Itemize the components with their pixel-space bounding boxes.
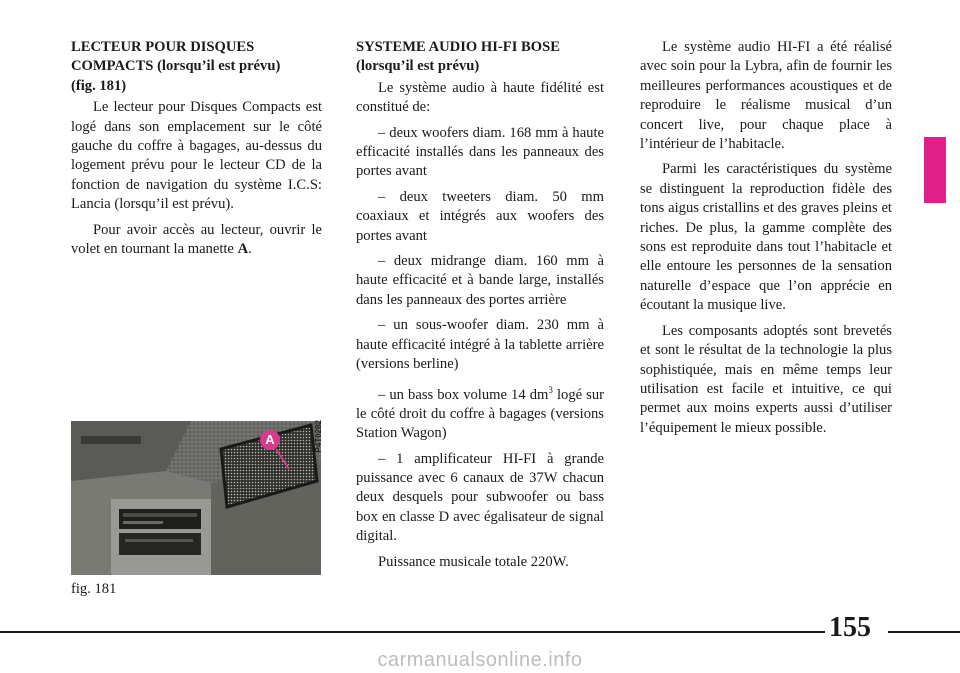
callout-leader-line <box>71 421 321 575</box>
watermark-text: carmanualsonline.info <box>377 649 583 671</box>
column-bose-audio <box>356 38 604 578</box>
bose-item-subwoofer: – un sous-woofer diam. 230 mm à haute efficacité intégré à la tablette arrière (versions berline) <box>356 317 604 373</box>
bose-item-woofers: – deux woofers diam. 168 mm à haute efficacité installés dans les panneaux des portes avant <box>356 124 604 180</box>
column-hifi-description <box>640 38 892 444</box>
hifi-paragraph-2: Parmi les caractéristiques du système se distinguent la reproduction fidèle des tons aigus cristallins et des graves pleins et riches. De plus, la gamme complète des sons est reproduite dans tout l’habitacle et elle entoure les personnes de la sensation naturelle d’espace que l’on apprécie en écoutant la musique live. <box>640 161 892 314</box>
footer-rule-left <box>0 631 825 633</box>
bose-item-amplifier: – 1 amplificateur HI-FI à grande puissance avec 6 canaux de 37W chacun deux desquels pour subwoofer ou bass box en classe D avec égalisateur de signal digital. <box>356 450 604 545</box>
bose-item-midrange: – deux midrange diam. 160 mm à haute efficacité et à bande large, installés dans les panneaux des portes arrière <box>356 253 604 308</box>
column-cd-player <box>71 38 322 265</box>
section-tab-marker <box>924 137 946 203</box>
page-number: 155 <box>829 612 871 643</box>
bose-item-bass-box: – un bass box volume 14 $dm^3$ logé sur le côté droit du coffre à bagages (versions Station Wagon) <box>356 384 605 442</box>
bose-total-power: Puissance musicale totale 220W. <box>378 553 569 570</box>
bose-paragraph-1: Le système audio à haute fidélité est constitué de: <box>356 79 604 116</box>
callout-label-a: A <box>260 430 280 450</box>
figure-code: P4T0282 <box>314 420 323 453</box>
cd-player-paragraph-2: Pour avoir accès au lecteur, ouvrir le volet en tournant la manette A. <box>71 221 322 258</box>
cd-player-paragraph-1: Le lecteur pour Disques Compacts est logé dans son emplacement sur le côté gauche du coffre à bagages, au-dessus du logement prévu pour le lecteur CD de la fonction de navigation du système I.C.S: Lancia (lorsqu’il est prévu). <box>71 99 322 213</box>
footer-rule-right <box>888 631 960 633</box>
hifi-paragraph-3: Les composants adoptés sont brevetés et sont le résultat de la technologie la plus sophistiquée, mais en même temps leur utilisation est facile et intuitive, ce qui permet aux moins experts aussi d’utiliser l’équipement le mieux possible. <box>640 322 892 436</box>
bose-heading: SYSTEME AUDIO HI-FI BOSE (lorsqu’il est prévu) <box>356 39 560 75</box>
hifi-paragraph-1: Le système audio HI-FI a été réalisé avec soin pour la Lybra, afin de fournir les meilleures performances acoustiques et de reproduire le réalisme musical d’un concert live, pour chaque place à l’intérieur de l’habitacle. <box>640 39 892 153</box>
fig-reference: (fig. 181) <box>71 77 127 94</box>
figure-trunk-cd-player <box>71 421 321 575</box>
bose-item-tweeters: – deux tweeters diam. 50 mm coaxiaux et intégrés aux woofers des portes avant <box>356 188 604 244</box>
cd-player-heading: LECTEUR POUR DISQUES COMPACTS (lorsqu’il est prévu) (fig. 181) <box>71 39 281 94</box>
figure-caption: fig. 181 <box>71 581 117 597</box>
